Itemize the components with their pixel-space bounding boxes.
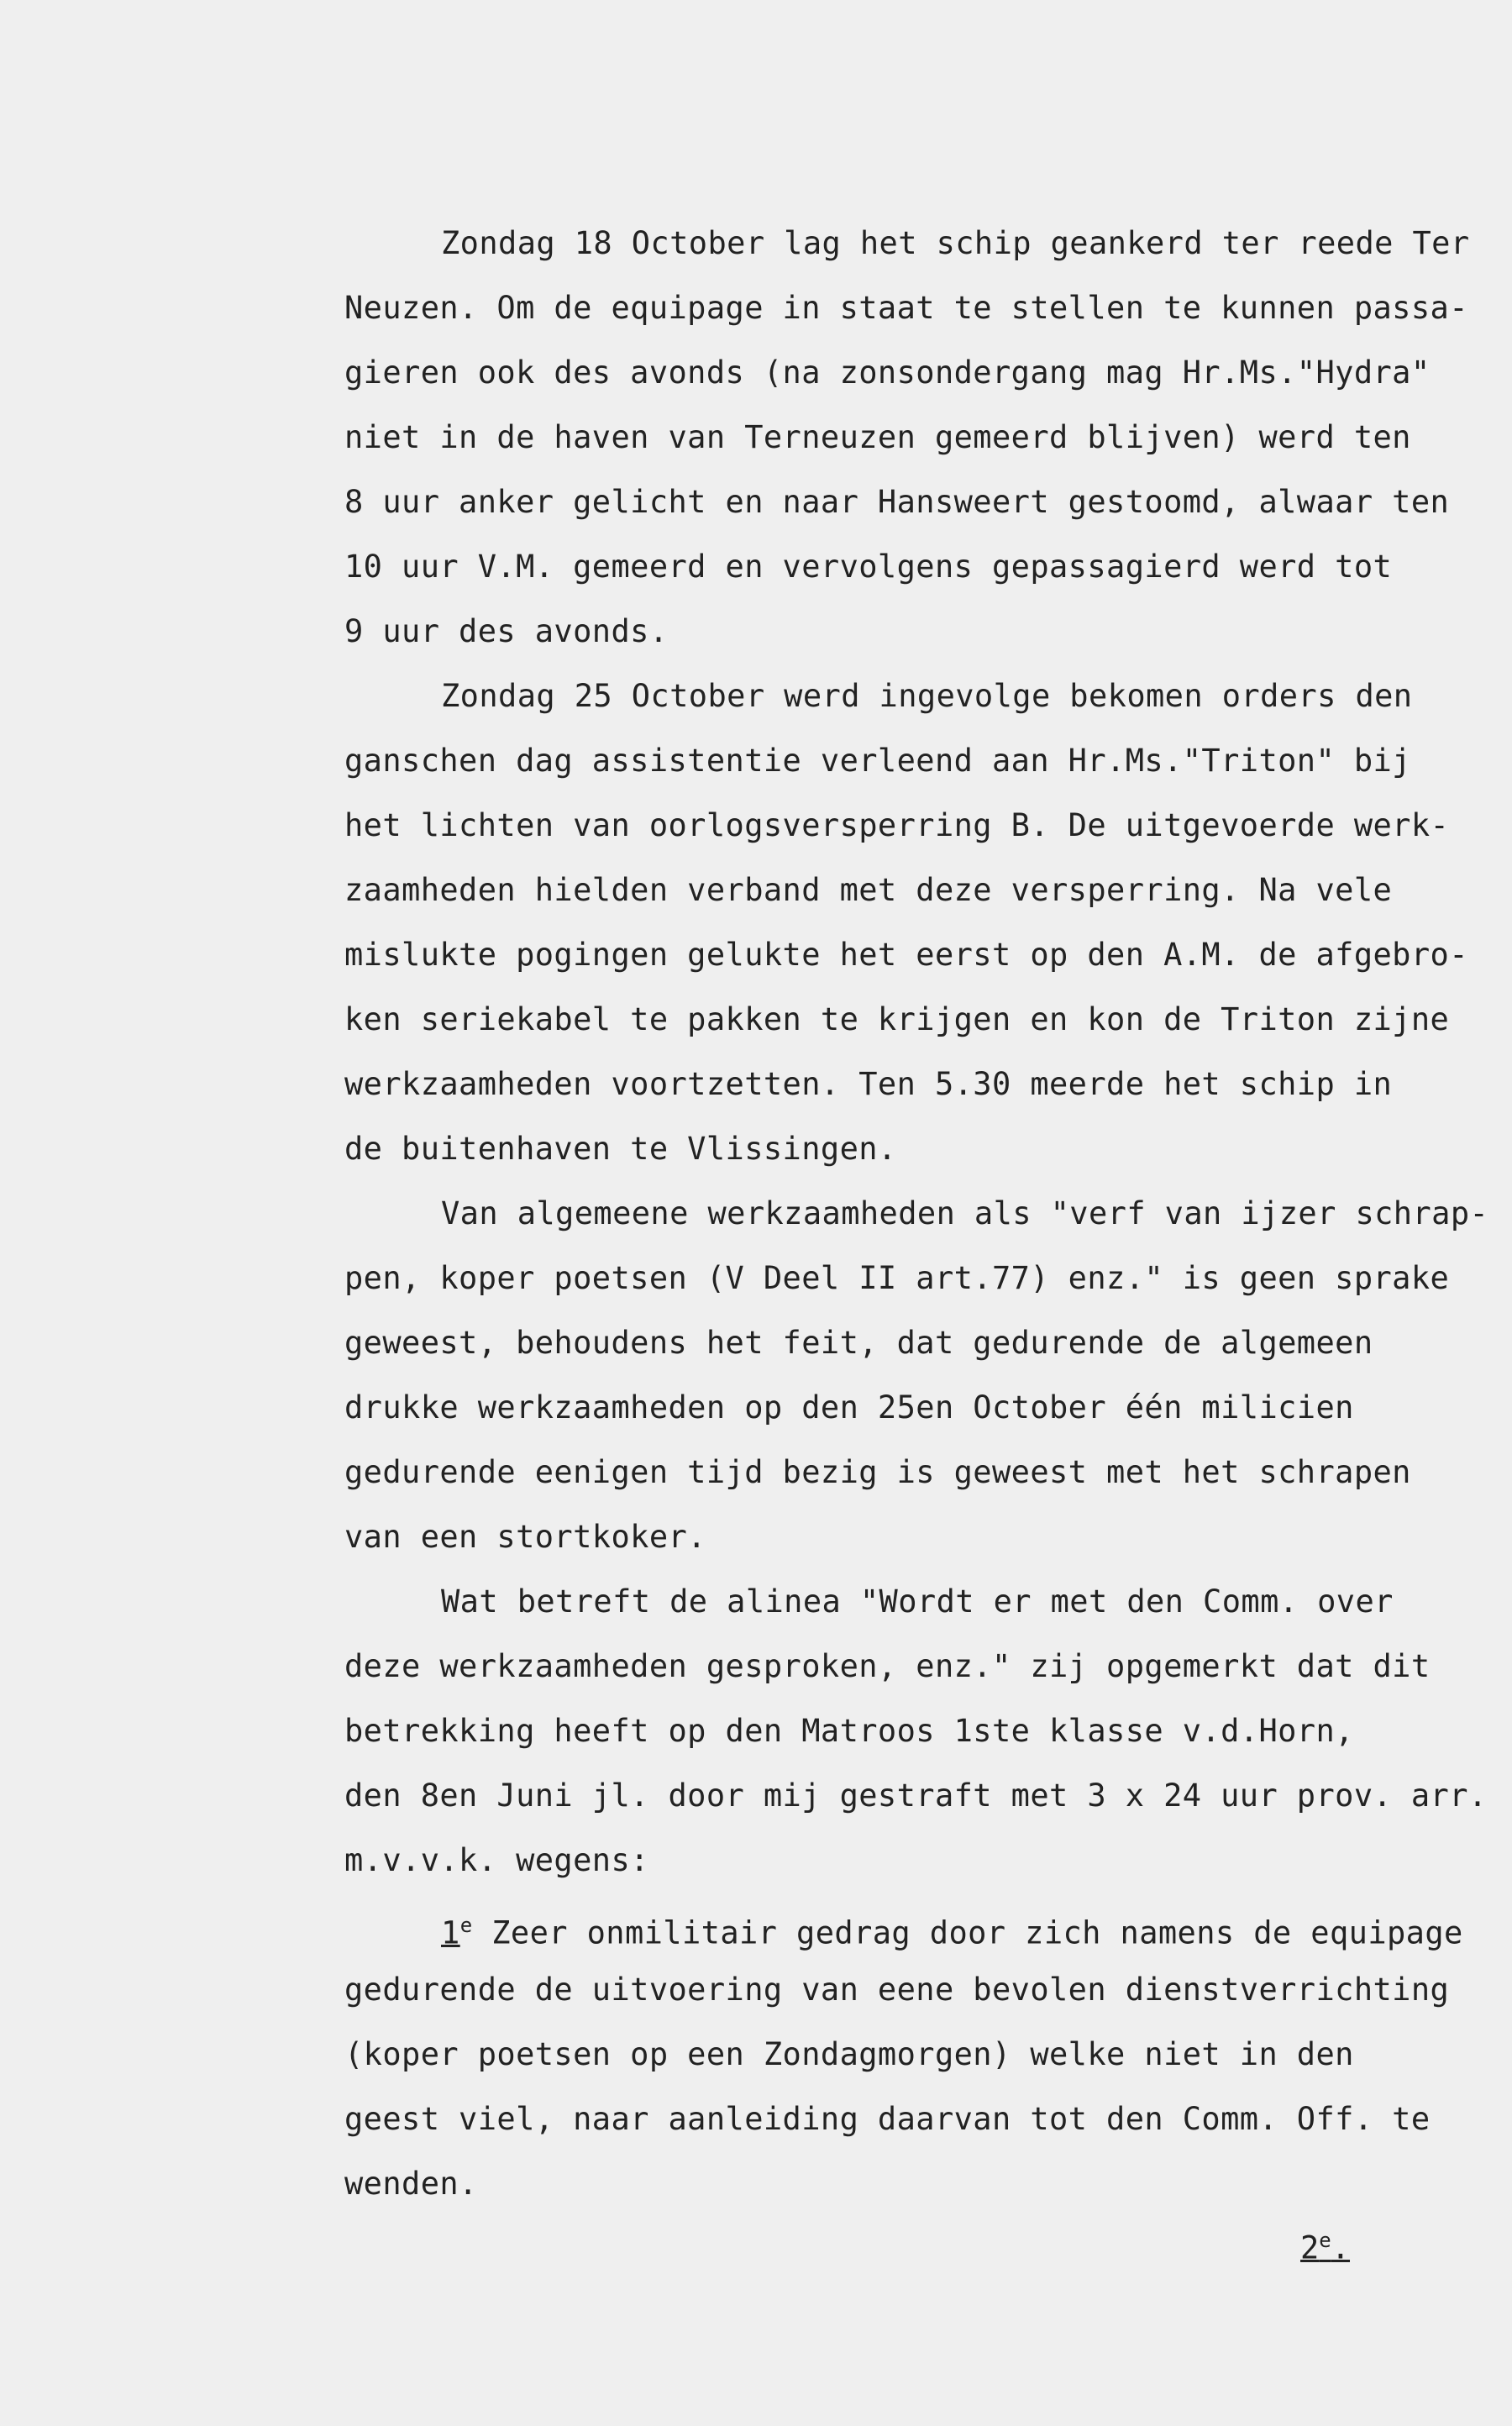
- catchword: [1300, 2229, 1350, 2266]
- text-line: ganschen dag assistentie verleend aan Hr.Ms."Triton" bij: [344, 743, 1411, 779]
- text-line: gedurende de uitvoering van eene bevolen dienstverrichting: [344, 1972, 1450, 2008]
- text-line: zaamheden hielden verband met deze versperring. Na vele: [344, 872, 1393, 908]
- text-line: Zondag 25 October werd ingevolge bekomen orders den: [441, 678, 1413, 714]
- text-line: geweest, behoudens het feit, dat gedurende de algemeen: [344, 1325, 1373, 1361]
- text-line: drukke werkzaamheden op den 25en October één milicien: [344, 1389, 1354, 1426]
- text-line: 9 uur des avonds.: [344, 613, 669, 649]
- item-text: Zeer onmilitair gedrag door zich namens de equipage: [472, 1914, 1463, 1951]
- text-line: (koper poetsen op een Zondagmorgen) welke niet in den: [344, 2036, 1354, 2072]
- text-line: gieren ook des avonds (na zonsondergang mag Hr.Ms."Hydra": [344, 354, 1431, 391]
- text-line: ken seriekabel te pakken te krijgen en kon de Triton zijne: [344, 1001, 1450, 1037]
- catchword-sup: e: [1319, 2229, 1331, 2252]
- catchword-suffix: .: [1331, 2229, 1351, 2266]
- catchword-number: 2: [1300, 2229, 1320, 2266]
- text-line: de buitenhaven te Vlissingen.: [344, 1131, 897, 1167]
- text-line: niet in de haven van Terneuzen gemeerd blijven) werd ten: [344, 419, 1411, 455]
- text-line: 8 uur anker gelicht en naar Hansweert gestoomd, alwaar ten: [344, 484, 1450, 520]
- text-line: mislukte pogingen gelukte het eerst op den A.M. de afgebro-: [344, 937, 1468, 973]
- text-line: het lichten van oorlogsversperring B. De uitgevoerde werk-: [344, 807, 1450, 843]
- text-line: van een stortkoker.: [344, 1519, 706, 1555]
- numbered-item-line: [441, 1909, 1463, 1950]
- text-line: Wat betreft de alinea "Wordt er met den Comm. over: [441, 1583, 1394, 1620]
- text-line: m.v.v.k. wegens:: [344, 1842, 649, 1878]
- text-line: betrekking heeft op den Matroos 1ste klasse v.d.Horn,: [344, 1713, 1354, 1749]
- text-line: den 8en Juni jl. door mij gestraft met 3 x 24 uur prov. arr.: [344, 1777, 1488, 1814]
- text-line: werkzaamheden voortzetten. Ten 5.30 meerde het schip in: [344, 1066, 1393, 1102]
- text-line: geest viel, naar aanleiding daarvan tot den Comm. Off. te: [344, 2101, 1431, 2137]
- text-line: Van algemeene werkzaamheden als "verf van ijzer schrap-: [441, 1195, 1489, 1231]
- text-line: wenden.: [344, 2166, 478, 2202]
- text-line: pen, koper poetsen (V Deel II art.77) enz." is geen sprake: [344, 1260, 1450, 1296]
- item-number: 1: [441, 1914, 460, 1951]
- text-line: Zondag 18 October lag het schip geankerd ter reede Ter: [441, 225, 1470, 261]
- item-number-suffix: e: [459, 1914, 473, 1937]
- text-line: deze werkzaamheden gesproken, enz." zij opgemerkt dat dit: [344, 1648, 1431, 1684]
- text-line: gedurende eenigen tijd bezig is geweest met het schrapen: [344, 1454, 1411, 1490]
- text-line: Neuzen. Om de equipage in staat te stellen te kunnen passa-: [344, 290, 1468, 326]
- text-line: 10 uur V.M. gemeerd en vervolgens gepassagierd werd tot: [344, 549, 1393, 585]
